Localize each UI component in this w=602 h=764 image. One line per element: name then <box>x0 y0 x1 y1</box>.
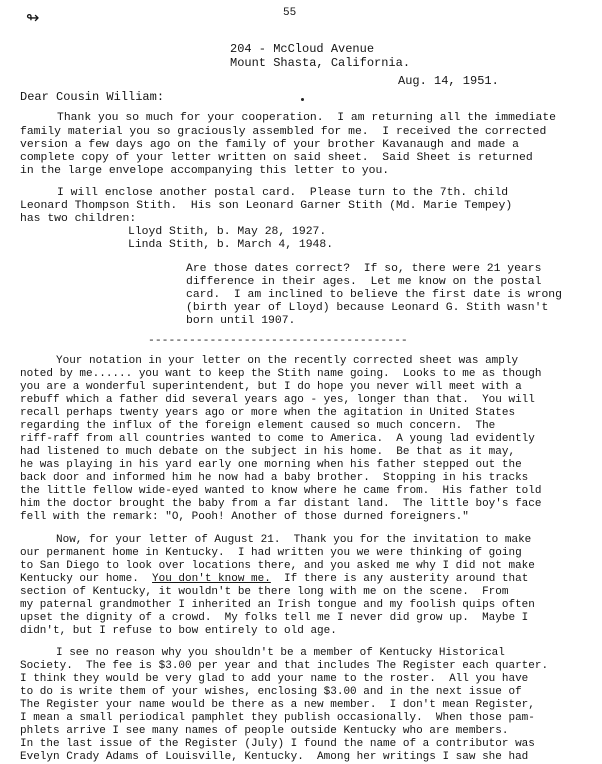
note-line: (birth year of Lloyd) because Leonard G. Stith wasn't <box>186 302 549 314</box>
para3-line: regarding the influx of the foreign element caused so much concern. The <box>20 420 496 432</box>
para2-line: has two children: <box>20 213 137 225</box>
para3-line: back door and informed him he now had a baby brother. Stopping in his tracks <box>20 472 529 484</box>
para5-line: phlets arrive I see many names of people outside Kentucky who are members. <box>20 725 509 737</box>
para3-line: the little fellow wide-eyed wanted to know where he came from. His father told <box>20 485 542 497</box>
para4-line: didn't, but I refuse to bow entirely to old age. <box>20 625 337 637</box>
child-entry: Linda Stith, b. March 4, 1948. <box>128 239 334 251</box>
para1-line: in the large envelope accompanying this letter to you. <box>20 165 390 177</box>
para3-line: you are a wonderful superintendent, but I do hope you never will meet with a <box>20 381 522 393</box>
para1-line: version a few days ago on the family of your brother Kavanaugh and made a <box>20 139 519 151</box>
para3-line: noted by me...... you want to keep the Stith name going. Looks to me as though <box>20 368 542 380</box>
para5-line: The Register your name would be there as a new member. I don't mean Register, <box>20 699 535 711</box>
stray-dot <box>301 98 304 101</box>
para4-line4-end: If there is any austerity around that <box>270 573 529 585</box>
para1-line: Thank you so much for your cooperation. I am returning all the immediate <box>57 112 556 124</box>
para4-line: to San Diego to look over locations there, and you asked me why I did not make <box>20 560 535 572</box>
para5-line: In the last issue of the Register (July) I found the name of a contributor was <box>20 738 535 750</box>
para3-line: riff-raff from all countries wanted to come to America. A young lad evidently <box>20 433 535 445</box>
child-entry: Lloyd Stith, b. May 28, 1927. <box>128 226 327 238</box>
para5-line: I see no reason why you shouldn't be a member of Kentucky Historical <box>56 647 505 659</box>
margin-arrow-mark: ↬ <box>26 8 40 27</box>
para4-line: Now, for your letter of August 21. Thank you for the invitation to make <box>56 534 532 546</box>
para1-line: family material you so graciously assembled for me. I received the corrected <box>20 126 547 138</box>
para2-line: Leonard Thompson Stith. His son Leonard Garner Stith (Md. Marie Tempey) <box>20 200 513 212</box>
address-city: Mount Shasta, California. <box>230 56 411 70</box>
para3-line: had listened to much debate on the subject in his home. Be that as it may, <box>20 446 516 458</box>
para4-line4-start: Kentucky our home. <box>20 573 153 585</box>
para4-line <box>20 572 528 586</box>
para5-line: I think they would be very glad to add your name to the roster. All you have <box>20 673 529 685</box>
salutation: Dear Cousin William: <box>20 90 165 104</box>
para5-line: Society. The fee is $3.00 per year and that includes The Register each quarter. <box>20 660 549 672</box>
para3-line: recall perhaps twenty years ago or more when the agitation in United States <box>20 407 516 419</box>
para5-line: Evelyn Crady Adams of Louisville, Kentucky. Among her writings I saw she had <box>20 751 529 763</box>
para3-line: rebuff which a father did several years ago - yes, longer than that. You will <box>20 394 535 406</box>
address-street: 204 - McCloud Avenue <box>230 42 375 56</box>
page-number: 55 <box>283 7 297 19</box>
para3-line: he was playing in his yard early one morning when his father stepped out the <box>20 459 522 471</box>
para3-line: Your notation in your letter on the recently corrected sheet was amply <box>56 355 519 367</box>
note-line: Are those dates correct? If so, there were 21 years <box>186 263 542 275</box>
note-line: card. I am inclined to believe the first date is wrong <box>186 289 562 301</box>
para1-line: complete copy of your letter written on said sheet. Said Sheet is returned <box>20 152 533 164</box>
para3-line: him the doctor brought the baby from a far distant land. The little boy's face <box>20 498 542 510</box>
letter-date: Aug. 14, 1951. <box>398 74 499 88</box>
para2-line: I will enclose another postal card. Please turn to the 7th. child <box>57 187 509 199</box>
divider-line: -------------------------------------- <box>148 335 408 347</box>
para4-line: my paternal grandmother I inherited an Irish tongue and my foolish quips often <box>20 599 535 611</box>
note-line: born until 1907. <box>186 315 296 327</box>
para3-line: fell with the remark: "O, Pooh! Another of those durned foreigners." <box>20 511 469 523</box>
note-line: difference in their ages. Let me know on the postal <box>186 276 542 288</box>
para5-line: I mean a small periodical pamphlet they publish occasionally. When those pam- <box>20 712 535 724</box>
underlined-phrase: You don't know me. <box>152 573 271 585</box>
para5-line: to do is write them of your wishes, enclosing $3.00 and in the next issue of <box>20 686 522 698</box>
para4-line: section of Kentucky, it wouldn't be there long with me on the scene. From <box>20 586 509 598</box>
para4-line: upset the dignity of a crowd. My folks tell me I never did grow up. Maybe I <box>20 612 529 624</box>
para4-line: our permanent home in Kentucky. I had written you we were thinking of going <box>20 547 522 559</box>
